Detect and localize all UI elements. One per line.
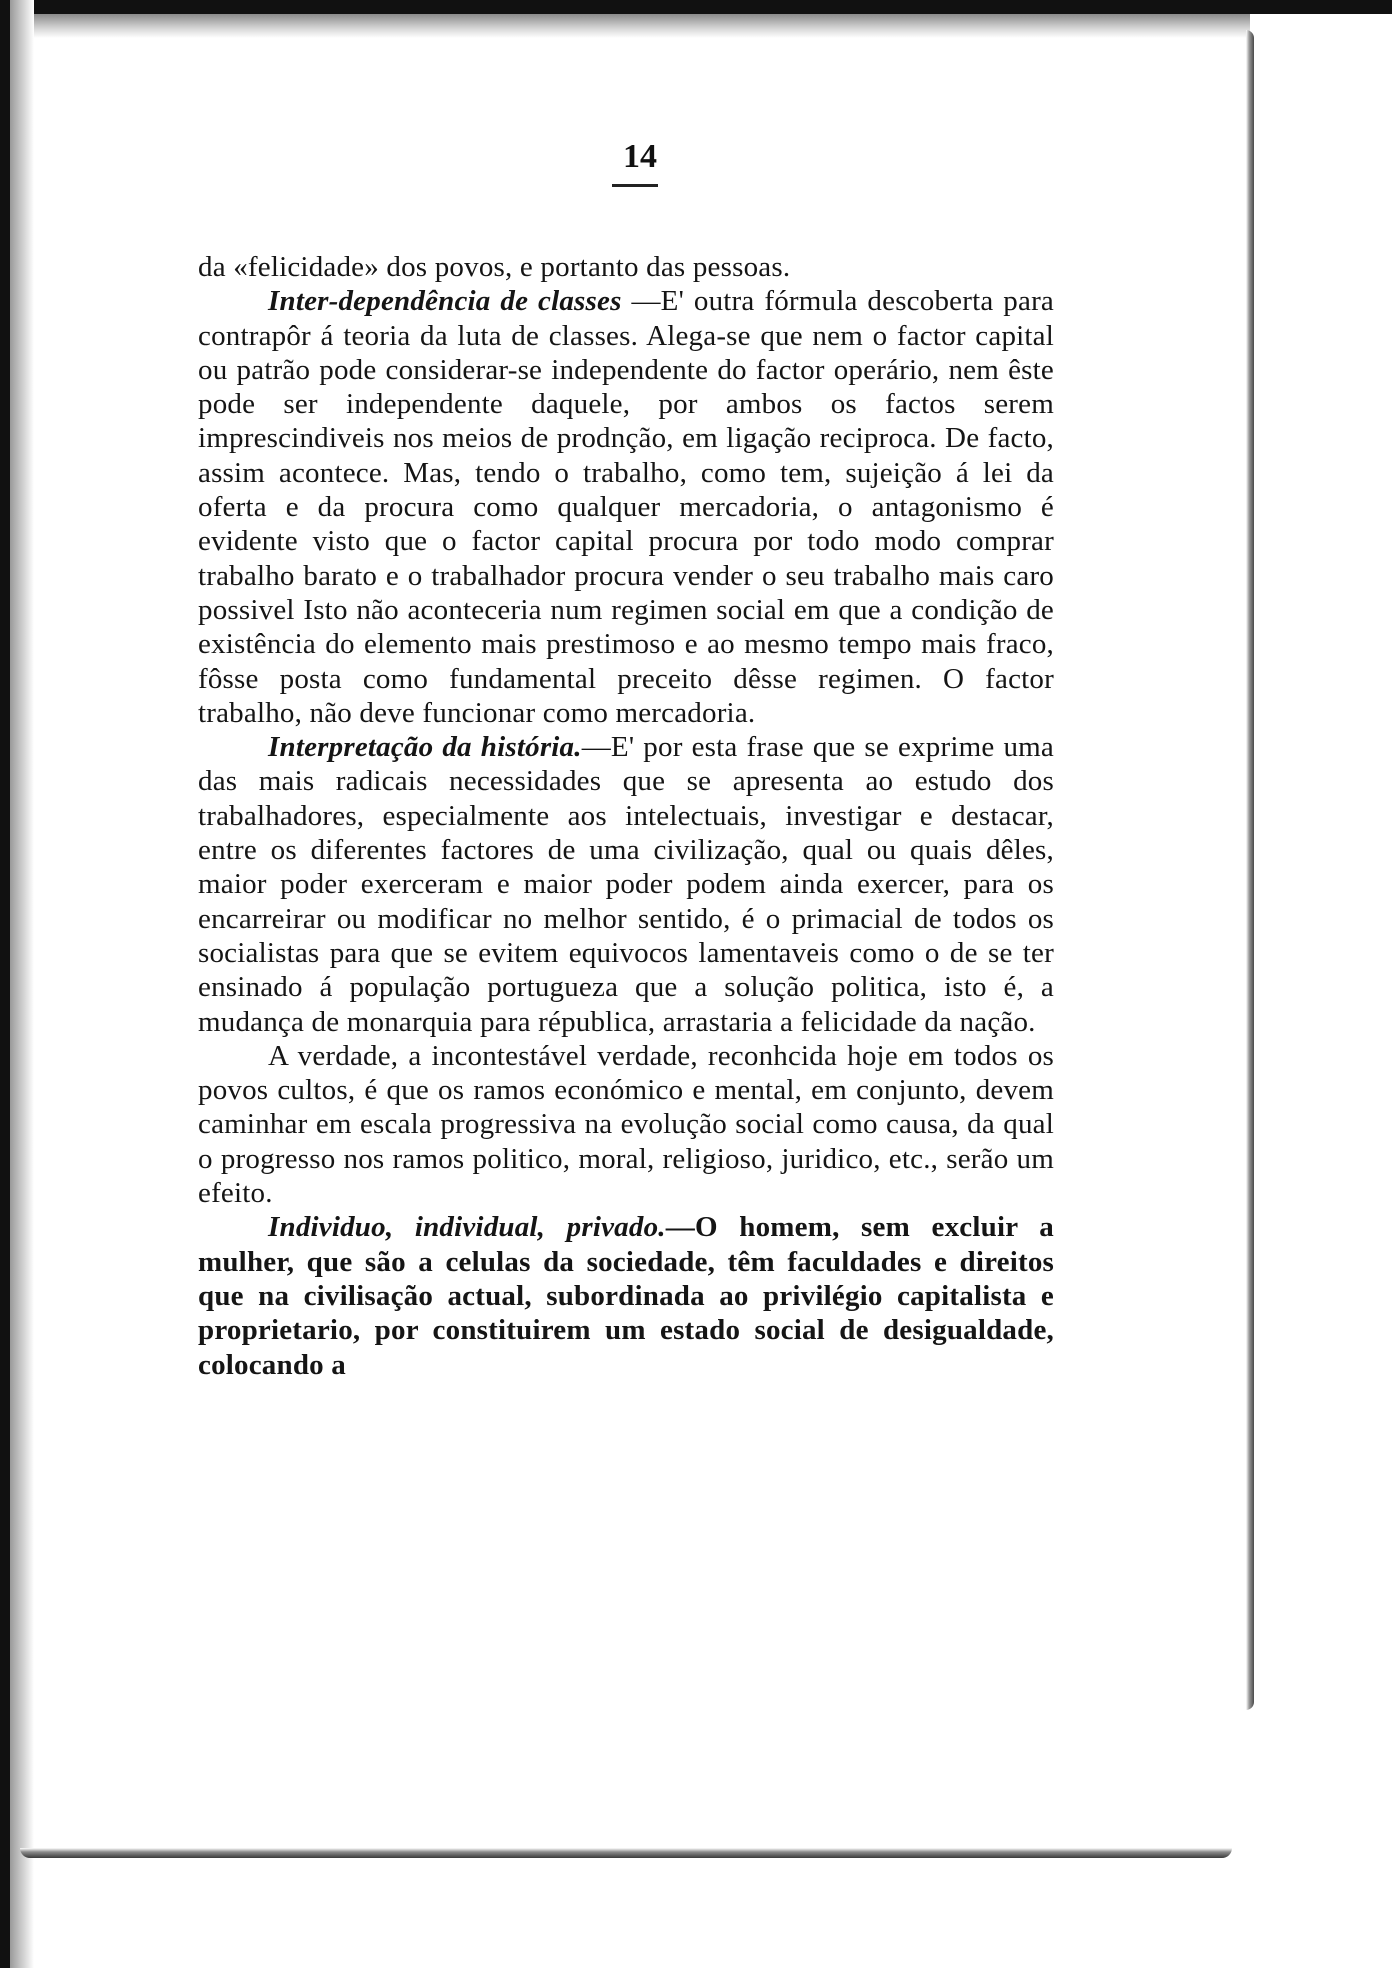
entry-term: Individuo, individual, privado. — [268, 1211, 666, 1244]
scan-left-border — [0, 0, 10, 1968]
entry-term: Inter-dependência de classes — [268, 285, 622, 318]
paragraph-text: A verdade, a incontestável verdade, reconhcida hoje em todos os povos cultos, é que os ramos económico e mental, em conjunto, devem caminhar em escala progressiva na evolução social como causa, da qual o progresso nos ramos politico, moral, religioso, juridico, etc., serão um efeito. — [198, 1039, 1054, 1210]
paragraph-text: da «felicidade» dos povos, e portanto das pessoas. — [198, 251, 791, 283]
paragraph-felicidade — [198, 250, 1054, 284]
scan-left-shadow — [10, 0, 34, 1968]
paragraph-individuo — [198, 1210, 1054, 1381]
page-leaf-right-edge — [1246, 30, 1254, 1710]
body-text — [198, 250, 1054, 1382]
paragraph-text: —E' por esta frase que se exprime uma das mais radicais necessidades que se apresenta ao estudo dos trabalhadores, especialmente aos intelectuais, investigar e destacar, entre os diferentes factores de uma civilização, qual ou quais dêles, maior poder exerceram e maior poder podem ainda exercer, para os encarreirar ou modificar no melhor sentido, é o primacial de todos os socialistas para que se evitem equivocos lamentaveis como o de se ter ensinado á população portugueza que a solução politica, isto é, a mudança de monarquia para républica, arrastaria a felicidade da nação. — [198, 731, 1054, 1038]
paragraph-verdade — [198, 1039, 1054, 1210]
entry-term: Interpretação da história. — [268, 731, 582, 764]
paragraph-text: —E' outra fórmula descoberta para contrapôr á teoria da luta de classes. Alega-se que nem o factor capital ou patrão pode considerar-se independente do factor operário, nem êste pode ser independente daquele, por ambos os factos serem imprescindiveis nos meios de prodnção, em ligação reciproca. De facto, assim acontece. Mas, tendo o trabalho, como tem, sujeição á lei da oferta e da procura como qualquer mercadoria, o antagonismo é evidente visto que o factor capital procura por todo modo comprar trabalho barato e o trabalhador procura vender o seu trabalho mais caro possivel Isto não aconteceria num regimen social em que a condição de existência do elemento mais prestimoso e ao mesmo tempo mais fraco, fôsse posta como fundamental preceito dêsse regimen. O factor trabalho, não deve funcionar como mercadoria. — [198, 285, 1054, 729]
paragraph-inter-dependencia — [198, 284, 1054, 730]
scan-top-border — [0, 0, 1392, 14]
paragraph-interpretacao — [198, 730, 1054, 1039]
page-leaf-bottom-edge — [20, 1848, 1232, 1858]
page-number-underline — [612, 184, 658, 187]
paragraph-text: —O homem, sem excluir a mulher, que são a celulas da sociedade, têm faculdades e direitos que na civilisação actual, subordinada ao privilégio capitalista e proprietario, por constituirem um estado social de desigualdade, colocando a — [198, 1211, 1054, 1381]
page-number: 14 — [623, 138, 657, 175]
scan-top-shadow — [0, 14, 1250, 38]
